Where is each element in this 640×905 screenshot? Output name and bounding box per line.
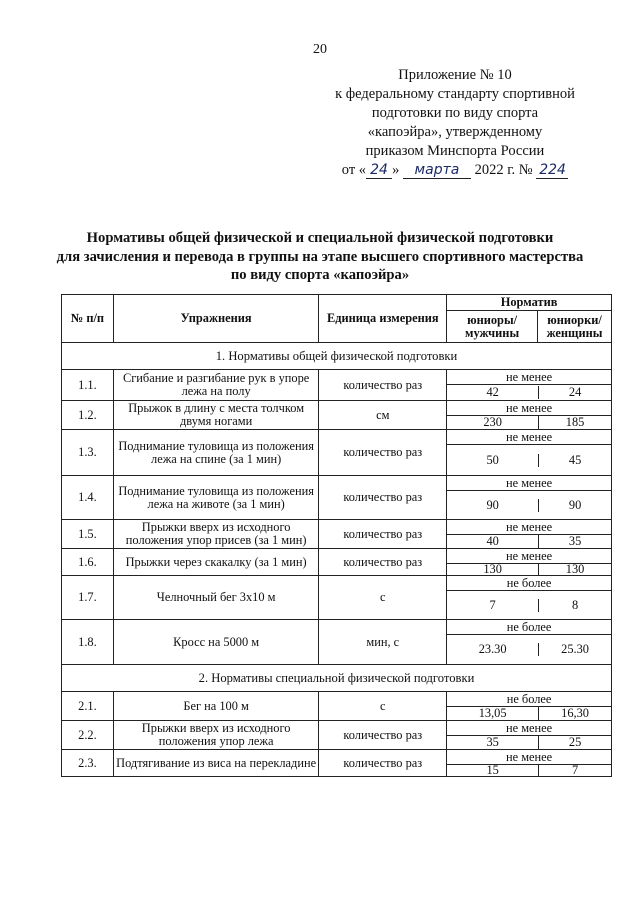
female-value: 25.30 [561, 642, 590, 656]
appendix-line: Приложение № 10 [398, 67, 512, 83]
order-number-handwritten: 224 [536, 162, 568, 179]
female-value: 185 [565, 415, 585, 429]
female-value: 45 [568, 452, 582, 467]
norm-values [447, 591, 611, 619]
table-row [62, 750, 612, 777]
table-row [62, 549, 612, 576]
female-value: 7 [571, 763, 579, 777]
row-number: 1.6. [62, 549, 114, 576]
row-number: 1.4. [62, 476, 114, 520]
male-value: 23.30 [447, 643, 539, 656]
exercise-name: Прыжки вверх из исходного положения упор присев (за 1 мин) [113, 520, 319, 549]
norm-condition: не менее [447, 721, 611, 736]
date-prefix: от « [341, 162, 367, 178]
exercise-name: Прыжки вверх из исходного положения упор лежа [113, 721, 319, 750]
exercise-name: Прыжки через скакалку (за 1 мин) [113, 549, 319, 576]
norm-cell [447, 576, 612, 620]
date-mid: » [392, 162, 400, 178]
row-number: 1.7. [62, 576, 114, 620]
norm-values [447, 491, 611, 519]
male-value: 13,05 [447, 707, 539, 720]
appendix-line: «капоэйра», утвержденному [367, 124, 543, 140]
table-row [62, 721, 612, 750]
row-number: 1.3. [62, 430, 114, 476]
norm-condition: не менее [447, 476, 611, 491]
title-line: для зачисления и перевода в группы на этапе высшего спортивного мастерства [56, 248, 584, 265]
unit: количество раз [319, 549, 447, 576]
norm-cell [447, 401, 612, 430]
norm-values [447, 635, 611, 664]
male-value: 130 [447, 563, 539, 576]
exercise-name: Прыжок в длину с места толчком двумя ногами [113, 401, 319, 430]
standards-table [61, 294, 612, 777]
table-row [62, 476, 612, 520]
norm-cell [447, 370, 612, 401]
norm-cell [447, 620, 612, 665]
date-year: 2022 г. № [474, 162, 533, 178]
male-value: 230 [447, 416, 539, 429]
table-row [62, 370, 612, 401]
norm-values [447, 707, 611, 720]
norm-cell [447, 476, 612, 520]
female-value: 90 [568, 497, 582, 512]
date-day-handwritten: 24 [366, 162, 392, 179]
norm-values [447, 445, 611, 475]
male-value: 90 [447, 499, 539, 512]
norm-condition: не более [447, 576, 611, 591]
norm-values [447, 736, 611, 749]
norm-condition: не менее [447, 401, 611, 416]
unit: количество раз [319, 430, 447, 476]
page-number: 20 [313, 42, 327, 57]
unit: количество раз [319, 750, 447, 777]
norm-values [447, 385, 611, 400]
header-exercise: Упражнения [113, 295, 319, 343]
unit: количество раз [319, 476, 447, 520]
table-row [62, 401, 612, 430]
norm-condition: не более [447, 620, 611, 635]
male-value: 15 [447, 764, 539, 777]
unit: с [319, 692, 447, 721]
row-number: 1.1. [62, 370, 114, 401]
row-number: 2.2. [62, 721, 114, 750]
exercise-name: Поднимание туловища из положения лежа на животе (за 1 мин) [113, 476, 319, 520]
section-heading: 1. Нормативы общей физической подготовки [62, 343, 612, 370]
norm-condition: не менее [447, 549, 611, 564]
female-value: 130 [565, 562, 585, 576]
norm-cell [447, 721, 612, 750]
header-num: № п/п [62, 295, 114, 343]
norm-cell [447, 750, 612, 777]
title-line: по виду спорта «капоэйра» [230, 267, 410, 283]
unit: см [319, 401, 447, 430]
appendix-line: подготовки по виду спорта [371, 105, 539, 121]
female-value: 24 [568, 385, 582, 399]
norm-cell [447, 549, 612, 576]
table-row [62, 692, 612, 721]
norm-condition: не менее [447, 750, 611, 765]
header-unit: Единица измерения [319, 295, 447, 343]
table-row [62, 430, 612, 476]
male-value: 42 [447, 386, 539, 399]
section-heading: 2. Нормативы специальной физической подготовки [62, 665, 612, 692]
exercise-name: Кросс на 5000 м [113, 620, 319, 665]
header-female: юниорки/ женщины [538, 311, 612, 343]
male-value: 50 [447, 454, 539, 467]
norm-cell [447, 520, 612, 549]
unit: с [319, 576, 447, 620]
appendix-date-line [330, 161, 580, 180]
norm-condition: не более [447, 692, 611, 707]
unit: мин, с [319, 620, 447, 665]
table-row [62, 620, 612, 665]
exercise-name: Подтягивание из виса на перекладине [113, 750, 319, 777]
female-value: 25 [568, 735, 582, 749]
exercise-name: Бег на 100 м [113, 692, 319, 721]
male-value: 40 [447, 535, 539, 548]
appendix-header [330, 66, 580, 180]
female-value: 16,30 [561, 706, 590, 720]
title-line: Нормативы общей физической и специальной физической подготовки [86, 230, 554, 246]
exercise-name: Челночный бег 3х10 м [113, 576, 319, 620]
appendix-line: приказом Минспорта России [365, 143, 545, 159]
header-male: юниоры/ мужчины [447, 311, 538, 343]
row-number: 2.1. [62, 692, 114, 721]
document-title [40, 229, 600, 285]
norm-values [447, 416, 611, 429]
table-row [62, 520, 612, 549]
exercise-name: Поднимание туловища из положения лежа на спине (за 1 мин) [113, 430, 319, 476]
unit: количество раз [319, 520, 447, 549]
exercise-name: Сгибание и разгибание рук в упоре лежа на полу [113, 370, 319, 401]
norm-cell [447, 692, 612, 721]
male-value: 7 [447, 599, 539, 612]
row-number: 2.3. [62, 750, 114, 777]
norm-cell [447, 430, 612, 476]
header-norm: Норматив [447, 295, 612, 311]
norm-condition: не менее [447, 430, 611, 445]
female-value: 8 [571, 597, 579, 612]
female-value: 35 [568, 534, 582, 548]
row-number: 1.8. [62, 620, 114, 665]
appendix-line: к федеральному стандарту спортивной [335, 86, 575, 102]
male-value: 35 [447, 736, 539, 749]
norm-values [447, 564, 611, 575]
unit: количество раз [319, 721, 447, 750]
date-month-handwritten: марта [403, 162, 471, 179]
unit: количество раз [319, 370, 447, 401]
norm-condition: не менее [447, 370, 611, 385]
row-number: 1.5. [62, 520, 114, 549]
norm-values [447, 765, 611, 776]
row-number: 1.2. [62, 401, 114, 430]
norm-values [447, 535, 611, 548]
norm-condition: не менее [447, 520, 611, 535]
table-row [62, 576, 612, 620]
